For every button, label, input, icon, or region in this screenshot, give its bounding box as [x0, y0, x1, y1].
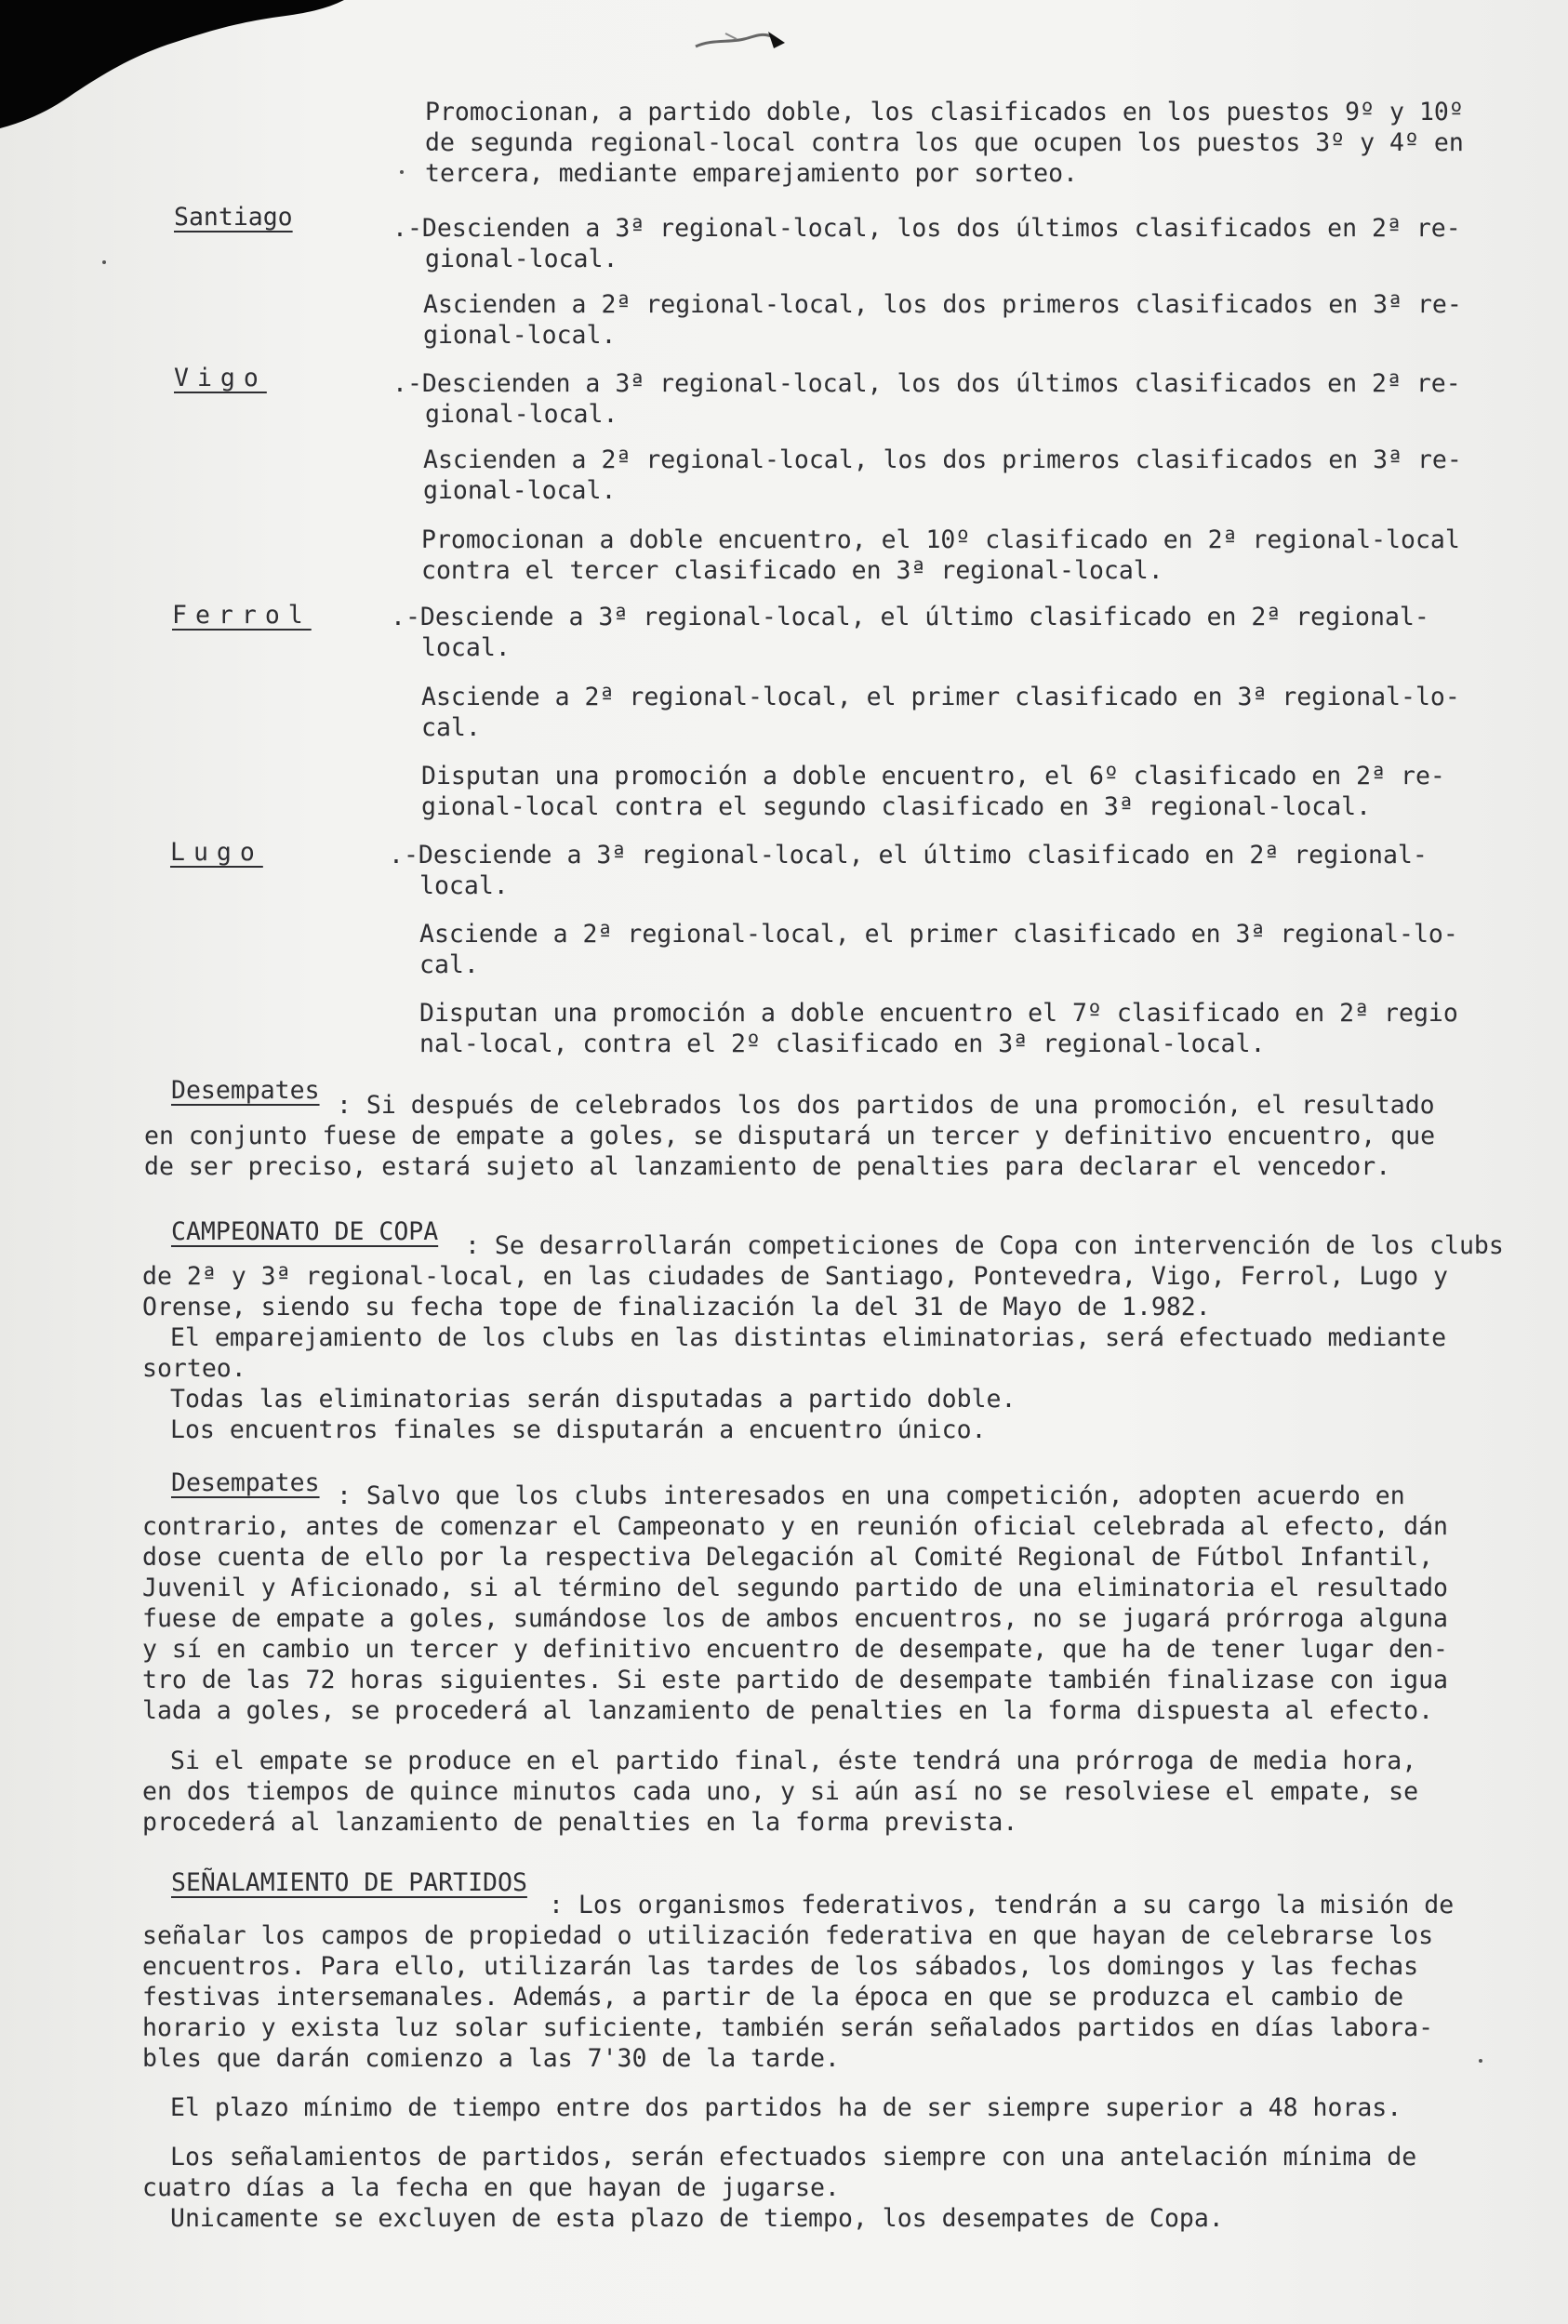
vigo-p2-line-1: Ascienden a 2ª regional-local, los dos primeros clasificados en 3ª re- — [423, 445, 1462, 474]
senalamiento-line-6: bles que darán comienzo a las 7'30 de la tarde. — [142, 2044, 840, 2073]
desempates2-extra-line-2: en dos tiempos de quince minutos cada uno, y si aún así no se resolviese el empate, se — [142, 1777, 1419, 1806]
santiago-p2-line-2: gional-local. — [423, 321, 617, 350]
copa-line-5: sorteo. — [142, 1354, 246, 1383]
desempates2-line-4: Juvenil y Aficionado, si al término del segundo partido de una eliminatoria el resultado — [142, 1574, 1448, 1602]
senalamiento-line-5: horario y exista luz solar suficiente, también serán señalados partidos en días labora- — [142, 2013, 1434, 2042]
desempates1-line-1: : Si después de celebrados los dos partidos de una promoción, el resultado — [337, 1091, 1435, 1120]
desempates2-line-8: lada a goles, se procederá al lanzamiento de penalties en la forma dispuesta al efecto. — [142, 1696, 1434, 1725]
senalamiento-line-4: festivas intersemanales. Además, a partir de la época en que se produzca el cambio de — [142, 1983, 1404, 2012]
ink-speck — [1479, 2059, 1482, 2063]
ferrol-p2-line-2: cal. — [421, 713, 481, 742]
santiago-p2-line-1: Ascienden a 2ª regional-local, los dos primeros clasificados en 3ª re- — [423, 290, 1462, 319]
copa-line-7: Los encuentros finales se disputarán a encuentro único. — [170, 1415, 987, 1444]
senalamiento-extra-line-3: cuatro días a la fecha en que hayan de jugarse. — [142, 2173, 840, 2202]
label-lugo: Lugo — [170, 838, 263, 867]
intro-line-1: Promocionan, a partido doble, los clasificados en los puestos 9º y 10º — [425, 98, 1464, 126]
lugo-p3-line-1: Disputan una promoción a doble encuentro el 7º clasificado en 2ª regio — [419, 999, 1458, 1028]
staple-mark — [688, 11, 800, 58]
intro-line-2: de segunda regional-local contra los que ocupen los puestos 3º y 4º en — [425, 128, 1464, 157]
senalamiento-extra-line-2: Los señalamientos de partidos, serán efectuados siempre con una antelación mínima de — [170, 2143, 1417, 2171]
desempates2-line-3: dose cuenta de ello por la respectiva Delegación al Comité Regional de Fútbol Infantil, — [142, 1543, 1434, 1572]
label-santiago: Santiago — [174, 203, 293, 232]
label-desempates-1: Desempates — [171, 1076, 320, 1105]
copa-line-4: El emparejamiento de los clubs en las distintas eliminatorias, será efectuado mediante — [170, 1323, 1447, 1352]
desempates2-extra-line-3: procederá al lanzamiento de penalties en la forma prevista. — [142, 1808, 1018, 1837]
vigo-p1-line-2: gional-local. — [425, 400, 618, 429]
vigo-p3-line-2: contra el tercer clasificado en 3ª regional-local. — [421, 556, 1163, 585]
label-campeonato-de-copa: CAMPEONATO DE COPA — [171, 1217, 439, 1246]
senalamiento-extra-line-4: Unicamente se excluyen de esta plazo de tiempo, los desempates de Copa. — [170, 2204, 1224, 2233]
santiago-p1-line-1: .-Descienden a 3ª regional-local, los dos últimos clasificados en 2ª re- — [392, 214, 1461, 243]
senalamiento-line-3: encuentros. Para ello, utilizarán las tardes de los sábados, los domingos y las fechas — [142, 1952, 1419, 1981]
intro-line-3: tercera, mediante emparejamiento por sorteo. — [425, 159, 1078, 188]
ferrol-p3-line-2: gional-local contra el segundo clasificado en 3ª regional-local. — [421, 792, 1372, 821]
copa-line-6: Todas las eliminatorias serán disputadas a partido doble. — [170, 1385, 1017, 1414]
label-senalamiento-de-partidos: SEÑALAMIENTO DE PARTIDOS — [171, 1868, 527, 1897]
label-vigo: Vigo — [174, 364, 267, 392]
vigo-p1-line-1: .-Descienden a 3ª regional-local, los dos últimos clasificados en 2ª re- — [392, 369, 1461, 398]
ferrol-p1-line-2: local. — [421, 633, 511, 662]
desempates2-line-2: contrario, antes de comenzar el Campeonato y en reunión oficial celebrada al efecto, dán — [142, 1512, 1448, 1541]
ink-speck — [400, 170, 404, 174]
lugo-p2-line-2: cal. — [419, 950, 479, 979]
ferrol-p2-line-1: Asciende a 2ª regional-local, el primer clasificado en 3ª regional-lo- — [421, 683, 1460, 711]
desempates2-line-5: fuese de empate a goles, sumándose los de ambos encuentros, no se jugará prórroga alguna — [142, 1604, 1448, 1633]
senalamiento-line-2: señalar los campos de propiedad o utilización federativa en que hayan de celebrarse los — [142, 1921, 1434, 1950]
desempates1-line-3: de ser preciso, estará sujeto al lanzamiento de penalties para declarar el vencedor. — [144, 1152, 1391, 1181]
senalamiento-line-1: : Los organismos federativos, tendrán a su cargo la misión de — [549, 1891, 1455, 1919]
copa-line-3: Orense, siendo su fecha tope de finalización la del 31 de Mayo de 1.982. — [142, 1293, 1211, 1321]
ferrol-p3-line-1: Disputan una promoción a doble encuentro, el 6º clasificado en 2ª re- — [421, 762, 1445, 790]
copa-line-2: de 2ª y 3ª regional-local, en las ciudades de Santiago, Pontevedra, Vigo, Ferrol, Lugo y — [142, 1262, 1448, 1291]
desempates2-extra-line-1: Si el empate se produce en el partido final, éste tendrá una prórroga de media hora, — [170, 1746, 1417, 1775]
desempates1-line-2: en conjunto fuese de empate a goles, se disputará un tercer y definitivo encuentro, que — [144, 1122, 1436, 1150]
copa-line-1: : Se desarrollarán competiciones de Copa con intervención de los clubs — [465, 1231, 1504, 1260]
senalamiento-extra-line-1: El plazo mínimo de tiempo entre dos partidos ha de ser siempre superior a 48 horas. — [170, 2093, 1402, 2122]
lugo-p3-line-2: nal-local, contra el 2º clasificado en 3ª regional-local. — [419, 1029, 1266, 1058]
vigo-p2-line-2: gional-local. — [423, 476, 617, 505]
label-ferrol: Ferrol — [172, 601, 312, 630]
vigo-p3-line-1: Promocionan a doble encuentro, el 10º clasificado en 2ª regional-local — [421, 525, 1460, 554]
desempates2-line-6: y sí en cambio un tercer y definitivo encuentro de desempate, que ha de tener lugar den- — [142, 1635, 1448, 1664]
torn-corner-shape — [0, 0, 353, 139]
ferrol-p1-line-1: .-Desciende a 3ª regional-local, el último clasificado en 2ª regional- — [391, 603, 1429, 631]
lugo-p2-line-1: Asciende a 2ª regional-local, el primer clasificado en 3ª regional-lo- — [419, 920, 1458, 949]
lugo-p1-line-1: .-Desciende a 3ª regional-local, el último clasificado en 2ª regional- — [389, 841, 1428, 870]
label-desempates-2: Desempates — [171, 1468, 320, 1497]
lugo-p1-line-2: local. — [419, 871, 509, 900]
ink-speck — [102, 260, 106, 264]
desempates2-line-1: : Salvo que los clubs interesados en una competición, adopten acuerdo en — [337, 1481, 1405, 1510]
desempates2-line-7: tro de las 72 horas siguientes. Si este partido de desempate también finalizase con igua — [142, 1666, 1448, 1694]
santiago-p1-line-2: gional-local. — [425, 245, 618, 273]
